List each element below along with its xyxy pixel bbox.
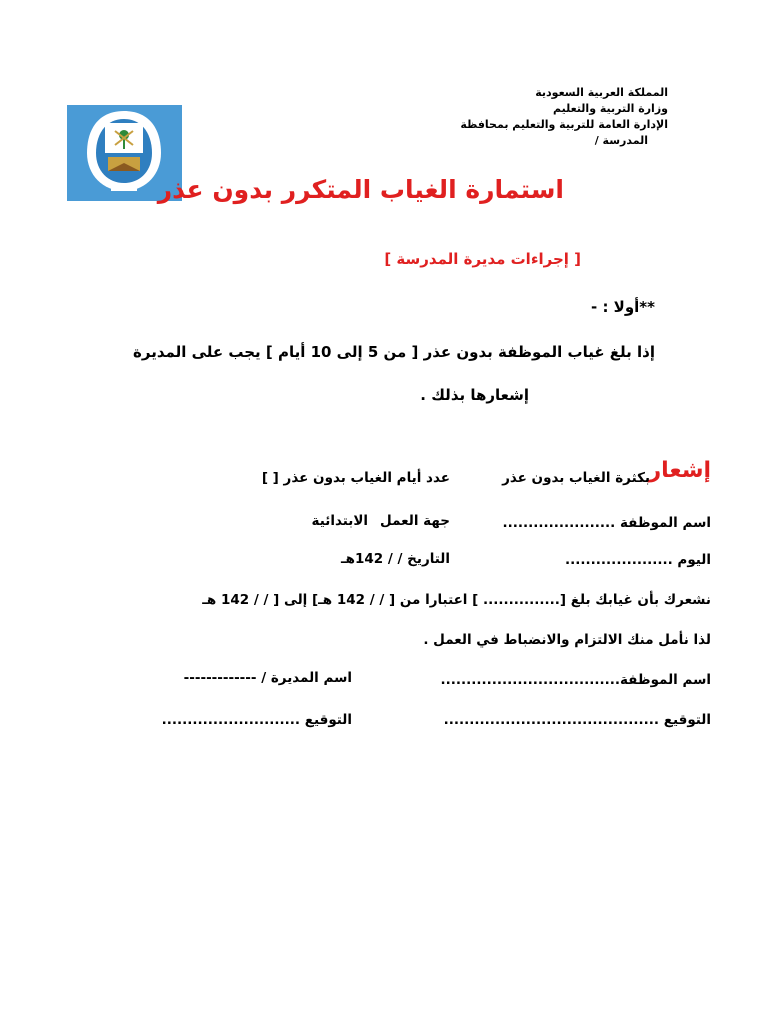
header-directorate: الإدارة العامة للتربية والتعليم بمحافظة	[460, 118, 668, 131]
form-title: استمارة الغياب المتكرر بدون عذر	[157, 175, 564, 204]
notice-word: إشعار	[648, 458, 711, 483]
intro-line2: إشعارها بذلك .	[420, 386, 529, 404]
form-subtitle: [ إجراءات مديرة المدرسة ]	[384, 250, 581, 268]
sig-manager-sign: التوقيع ...........................	[161, 712, 352, 728]
header-country: المملكة العربية السعودية	[535, 86, 668, 99]
intro-line1: إذا بلغ غياب الموظفة بدون عذر [ من 5 إلى 10 أيام ] يجب على المديرة	[133, 343, 655, 361]
sig-manager-name: اسم المديرة / -------------	[183, 670, 352, 686]
commitment-line: لذا نأمل منك الالتزام والانضباط في العمل .	[423, 632, 711, 648]
workplace-value: الابتدائية	[311, 513, 368, 529]
notice-reason: بكثرة الغياب بدون عذر	[502, 470, 650, 486]
sig-employee-name: اسم الموظفة...................................	[440, 672, 711, 688]
date-field: التاريخ / / 142هـ	[341, 551, 450, 567]
section-heading: **أولا : -	[591, 298, 655, 316]
sig-employee-sign: التوقيع ..........................................	[443, 712, 711, 728]
absence-period-line: نشعرك بأن غيابك بلغ [............... ] اعتبارا من [ / / 142 هـ] إلى [ / / 142 هـ	[202, 592, 711, 608]
day-field: اليوم .....................	[565, 552, 711, 568]
header-school: المدرسة /	[594, 134, 648, 147]
header-ministry: وزارة التربية والتعليم	[553, 102, 668, 115]
workplace-label: جهة العمل	[380, 513, 450, 529]
employee-name-field: اسم الموظفة ......................	[502, 515, 711, 531]
absence-days-field: عدد أيام الغياب بدون عذر [ ]	[261, 470, 450, 486]
